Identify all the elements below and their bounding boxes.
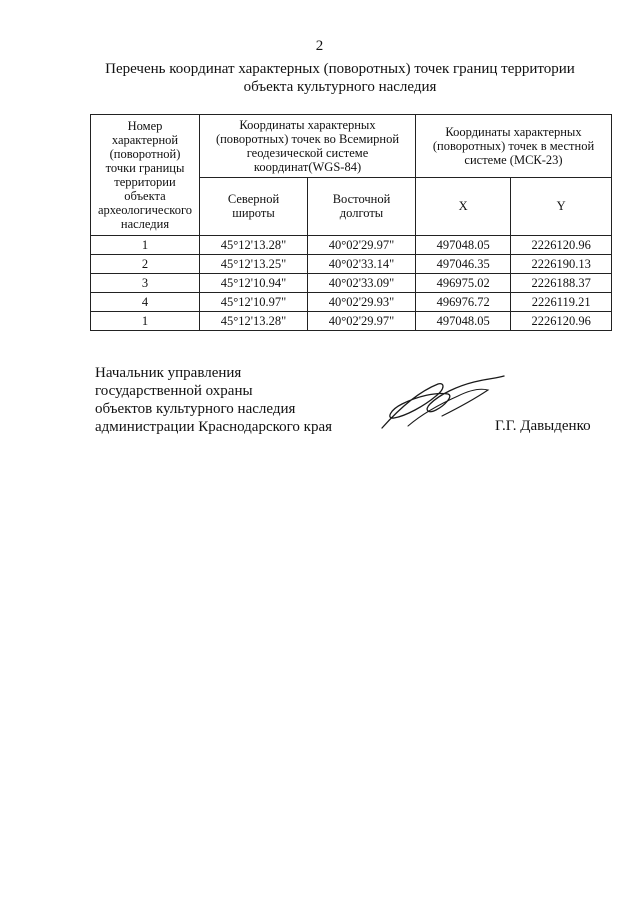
header-latitude: Северной широты (200, 177, 308, 235)
latitude: 45°12'10.94" (200, 274, 308, 293)
y-coordinate: 2226120.96 (511, 312, 612, 331)
table-row (91, 293, 612, 312)
latitude: 45°12'13.28" (200, 236, 308, 255)
point-number: 2 (91, 255, 200, 274)
x-coordinate: 496976.72 (416, 293, 511, 312)
longitude: 40°02'33.09" (308, 274, 416, 293)
header-y: Y (511, 177, 612, 235)
table-row (91, 255, 612, 274)
header-longitude: Восточной долготы (308, 177, 416, 235)
document-title (60, 60, 620, 96)
longitude: 40°02'29.97" (308, 312, 416, 331)
x-coordinate: 497046.35 (416, 255, 511, 274)
longitude: 40°02'29.97" (308, 236, 416, 255)
x-coordinate: 497048.05 (416, 312, 511, 331)
signer-name: Г.Г. Давыденко (495, 418, 591, 434)
handwritten-signature (378, 370, 508, 437)
title-line-1: Перечень координат характерных (поворотных) точек границ территории (105, 61, 575, 77)
point-number: 3 (91, 274, 200, 293)
longitude: 40°02'33.14" (308, 255, 416, 274)
latitude: 45°12'13.25" (200, 255, 308, 274)
signer-line: государственной охраны (95, 383, 253, 399)
latitude: 45°12'10.97" (200, 293, 308, 312)
point-number: 4 (91, 293, 200, 312)
x-coordinate: 496975.02 (416, 274, 511, 293)
signer-position (95, 364, 332, 436)
table-row (91, 312, 612, 331)
title-line-2: объекта культурного наследия (243, 79, 437, 95)
longitude: 40°02'29.93" (308, 293, 416, 312)
table-row (91, 236, 612, 255)
point-number: 1 (91, 236, 200, 255)
y-coordinate: 2226119.21 (511, 293, 612, 312)
y-coordinate: 2226120.96 (511, 236, 612, 255)
page-number: 2 (315, 38, 324, 54)
header-x: X (416, 177, 511, 235)
signer-line: администрации Краснодарского края (95, 419, 333, 435)
point-number: 1 (91, 312, 200, 331)
coordinates-table (90, 114, 612, 331)
y-coordinate: 2226188.37 (511, 274, 612, 293)
signer-line: объектов культурного наследия (95, 401, 296, 417)
x-coordinate: 497048.05 (416, 236, 511, 255)
header-wgs84: Координаты характерных (поворотных) точек во Всемирной геодезической системе координат(WGS-84) (200, 115, 416, 178)
table-row (91, 274, 612, 293)
header-point-number: Номер характерной (поворотной) точки границы территории объекта археологического наследия (91, 115, 200, 236)
header-msk23: Координаты характерных (поворотных) точек в местной системе (МСК-23) (416, 115, 612, 178)
y-coordinate: 2226190.13 (511, 255, 612, 274)
signer-line: Начальник управления (95, 365, 242, 381)
latitude: 45°12'13.28" (200, 312, 308, 331)
